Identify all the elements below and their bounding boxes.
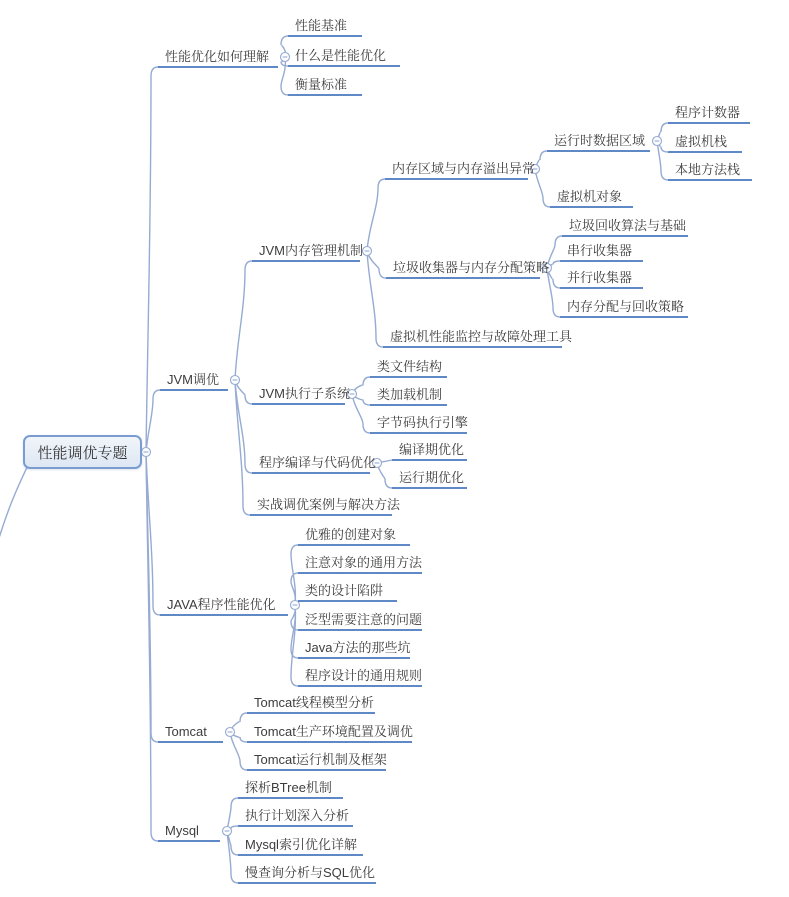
collapse-toggle-icon[interactable] xyxy=(226,728,235,737)
mindmap-node-n54[interactable]: 慢查询分析与SQL优化 xyxy=(238,865,376,884)
collapse-toggle-icon[interactable] xyxy=(231,376,240,385)
offscreen-branch-connector xyxy=(0,461,30,555)
mindmap-node-n222[interactable]: 类加载机制 xyxy=(370,387,447,406)
branch-connector xyxy=(281,57,288,95)
mindmap-node-n4[interactable]: Tomcat xyxy=(158,724,223,743)
mindmap-node-n31[interactable]: 优雅的创建对象 xyxy=(298,527,410,546)
mindmap-node-n1a[interactable]: 性能基准 xyxy=(288,18,362,37)
branch-connector xyxy=(367,179,385,251)
mindmap-node-n232[interactable]: 运行期优化 xyxy=(392,470,467,489)
mindmap-node-n1c[interactable]: 衡量标准 xyxy=(288,77,362,96)
mindmap-node-n3[interactable]: JAVA程序性能优化 xyxy=(160,597,288,616)
collapse-toggle-icon[interactable] xyxy=(653,137,662,146)
mindmap-node-n1b[interactable]: 什么是性能优化 xyxy=(288,48,400,67)
mindmap-node-n24[interactable]: 实战调优案例与解决方法 xyxy=(250,497,392,516)
mindmap-node-n21111[interactable]: 程序计数器 xyxy=(668,105,750,124)
mindmap-node-n51[interactable]: 探析BTree机制 xyxy=(238,780,343,799)
mindmap-node-n23[interactable]: 程序编译与代码优化 xyxy=(252,455,370,474)
branch-connector xyxy=(146,67,158,452)
mindmap-node-n5[interactable]: Mysql xyxy=(158,823,220,842)
mindmap-node-n231[interactable]: 编译期优化 xyxy=(392,442,467,461)
mindmap-node-n221[interactable]: 类文件结构 xyxy=(370,359,447,378)
mindmap-node-n211[interactable]: 内存区域与内存溢出异常 xyxy=(385,161,528,180)
collapse-toggle-icon[interactable] xyxy=(223,827,232,836)
mindmap-node-n2111[interactable]: 运行时数据区域 xyxy=(547,133,650,152)
mindmap-node-n52[interactable]: 执行计划深入分析 xyxy=(238,808,353,827)
mindmap-node-n36[interactable]: 程序设计的通用规则 xyxy=(298,668,422,687)
mindmap-node-n2123[interactable]: 并行收集器 xyxy=(560,270,643,289)
branch-connector xyxy=(535,169,550,207)
mindmap-node-n2121[interactable]: 垃圾回收算法与基础 xyxy=(562,218,688,237)
mindmap-node-n213[interactable]: 虚拟机性能监控与故障处理工具 xyxy=(383,329,562,348)
mindmap-node-n41[interactable]: Tomcat线程模型分析 xyxy=(247,695,375,714)
branch-connector xyxy=(367,251,383,347)
mindmap-root-node[interactable]: 性能调优专题 xyxy=(23,435,142,469)
mindmap-node-n1[interactable]: 性能优化如何理解 xyxy=(158,49,278,68)
collapse-toggle-icon[interactable] xyxy=(363,247,372,256)
mindmap-node-n43[interactable]: Tomcat运行机制及框架 xyxy=(247,752,386,771)
branch-connector xyxy=(235,261,252,380)
branch-connector xyxy=(146,390,160,452)
mindmap-node-n2[interactable]: JVM调优 xyxy=(160,372,228,391)
mindmap-node-n212[interactable]: 垃圾收集器与内存分配策略 xyxy=(386,260,540,279)
branch-connector xyxy=(657,141,668,180)
mindmap-node-n2124[interactable]: 内存分配与回收策略 xyxy=(560,299,688,318)
mindmap-node-n21112[interactable]: 虚拟机栈 xyxy=(668,134,742,153)
branch-connector xyxy=(547,268,560,317)
mindmap-node-n21113[interactable]: 本地方法栈 xyxy=(668,162,752,181)
collapse-toggle-icon[interactable] xyxy=(142,448,151,457)
mindmap-node-n2122[interactable]: 串行收集器 xyxy=(560,243,643,262)
mindmap-node-n2112[interactable]: 虚拟机对象 xyxy=(550,189,633,208)
mindmap-node-n53[interactable]: Mysql索引优化详解 xyxy=(238,837,363,856)
mindmap-node-n21[interactable]: JVM内存管理机制 xyxy=(252,243,360,262)
mindmap-node-n33[interactable]: 类的设计陷阱 xyxy=(298,583,397,602)
mindmap-node-n223[interactable]: 字节码执行引擎 xyxy=(370,415,467,434)
mindmap-node-n22[interactable]: JVM执行子系统 xyxy=(252,386,345,405)
mindmap-node-n42[interactable]: Tomcat生产环境配置及调优 xyxy=(247,724,412,743)
mindmap-node-n34[interactable]: 泛型需要注意的问题 xyxy=(298,612,422,631)
mindmap-node-n32[interactable]: 注意对象的通用方法 xyxy=(298,555,422,574)
mindmap-node-n35[interactable]: Java方法的那些坑 xyxy=(298,640,410,659)
